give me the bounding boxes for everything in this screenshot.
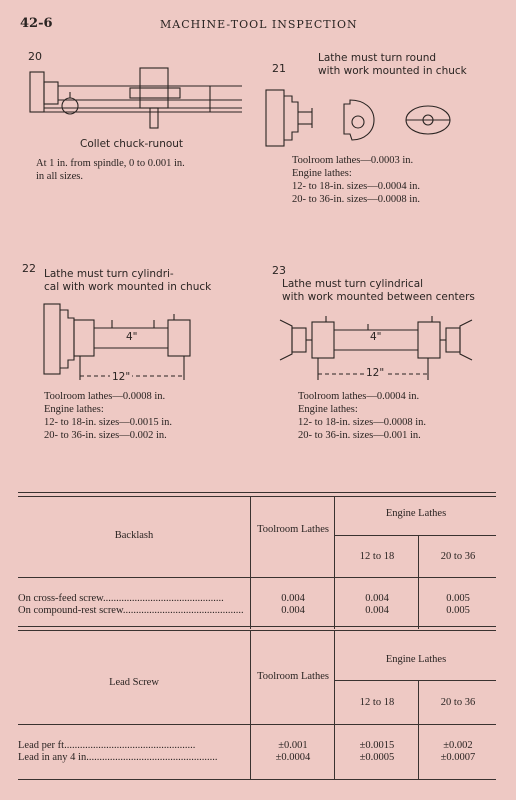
figure-20-text-line: in all sizes. (36, 171, 83, 182)
lead-screw-sub-12-18: 12 to 18 (359, 697, 395, 708)
cell-value: 0.004 (365, 605, 389, 616)
figure-21-text-line: 20- to 36-in. sizes—0.0008 in. (292, 194, 421, 205)
lead-screw-col-toolroom: Toolroom Lathes (257, 671, 329, 682)
figure-23-number: 23 (272, 264, 286, 277)
table-divider (334, 631, 335, 779)
figure-22-dim-small: 4" (126, 331, 138, 343)
table-cell (336, 740, 418, 764)
table-divider (418, 535, 419, 629)
figure-21-caption-line: with work mounted in chuck (318, 65, 467, 77)
cell-value: ±0.002 (443, 740, 473, 751)
figure-22-drawing (44, 300, 254, 390)
table-rule (18, 492, 496, 493)
leader-dots: .................................................. (86, 752, 218, 763)
figure-22-dim-large: 12" (112, 371, 131, 383)
figure-21-text-line: Toolroom lathes—0.0003 in. (292, 155, 414, 166)
backlash-sub-20-36: 20 to 36 (440, 551, 476, 562)
figure-22-text (44, 390, 172, 442)
table-rule (18, 724, 496, 725)
figure-20-caption: Collet chuck-runout (80, 138, 184, 150)
table-row-label (18, 593, 250, 604)
table-row-label (18, 605, 250, 616)
figure-23-dim-large: 12" (366, 367, 385, 379)
table-row-label (18, 740, 250, 751)
row-label-text: On cross-feed screw (18, 593, 104, 604)
cell-value: 0.004 (365, 593, 389, 604)
leader-dots: .............................................. (122, 605, 244, 616)
table-cell (420, 593, 496, 617)
figure-23-caption-line: with work mounted between centers (282, 291, 475, 303)
figure-21-text-line: 12- to 18-in. sizes—0.0004 in. (292, 181, 421, 192)
figure-23-text-line: 12- to 18-in. sizes—0.0008 in. (298, 417, 427, 428)
figure-21-caption (318, 52, 467, 78)
cell-value: 0.005 (446, 593, 470, 604)
figure-20-number: 20 (28, 50, 42, 63)
cell-value: ±0.0007 (440, 752, 476, 763)
figure-21-drawing (266, 82, 486, 152)
figure-22-text-line: 12- to 18-in. sizes—0.0015 in. (44, 417, 173, 428)
cell-value: ±0.001 (278, 740, 308, 751)
figure-21-text-line: Engine lathes: (292, 168, 352, 179)
row-label-text: Lead per ft (18, 740, 65, 751)
table-rule (18, 626, 496, 627)
figure-23-text-line: Engine lathes: (298, 404, 358, 415)
table-divider (250, 497, 251, 629)
cell-value: ±0.0015 (359, 740, 395, 751)
figure-22-text-line: Engine lathes: (44, 404, 104, 415)
figure-22-caption (44, 268, 211, 294)
figure-21-caption-line: Lathe must turn round (318, 52, 437, 64)
cell-value: 0.004 (281, 593, 305, 604)
table-rule (18, 496, 496, 497)
table-cell (252, 593, 334, 617)
table-divider (418, 680, 419, 779)
table-rule (18, 630, 496, 631)
cell-value: ±0.0005 (359, 752, 395, 763)
table-rule (334, 535, 496, 536)
figure-20-drawing (30, 62, 250, 142)
figure-22-text-line: 20- to 36-in. sizes—0.002 in. (44, 430, 167, 441)
figure-21-text (292, 154, 420, 206)
figure-22-number: 22 (22, 262, 36, 275)
figure-23-text (298, 390, 426, 442)
table-rule (334, 680, 496, 681)
table-cell (420, 740, 496, 764)
table-row-label (18, 752, 250, 763)
figure-23-dim-small: 4" (370, 331, 382, 343)
table-cell (252, 740, 334, 764)
figure-22-caption-line: Lathe must turn cylindri- (44, 268, 174, 280)
table-cell (336, 593, 418, 617)
lead-screw-col-engine: Engine Lathes (385, 654, 447, 665)
table-divider (250, 631, 251, 779)
cell-value: 0.005 (446, 605, 470, 616)
cell-value: ±0.0004 (275, 752, 311, 763)
backlash-col-toolroom: Toolroom Lathes (257, 524, 329, 535)
lead-screw-title: Lead Screw (109, 677, 159, 688)
page-number: 42-6 (20, 16, 53, 31)
leader-dots: .............................................. (103, 593, 224, 604)
figure-20-text-line: At 1 in. from spindle, 0 to 0.001 in. (36, 158, 185, 169)
table-divider (334, 497, 335, 629)
lead-screw-sub-20-36: 20 to 36 (440, 697, 476, 708)
figure-23-caption (282, 278, 475, 304)
table-rule (18, 577, 496, 578)
row-label-text: On compound-rest screw (18, 605, 123, 616)
backlash-sub-12-18: 12 to 18 (359, 551, 395, 562)
leader-dots: .................................................. (64, 740, 196, 751)
figure-22-text-line: Toolroom lathes—0.0008 in. (44, 391, 166, 402)
figure-20-text (36, 157, 185, 183)
figure-23-text-line: Toolroom lathes—0.0004 in. (298, 391, 420, 402)
backlash-col-engine: Engine Lathes (385, 508, 447, 519)
figure-21-number: 21 (272, 62, 286, 75)
table-rule (18, 779, 496, 780)
cell-value: 0.004 (281, 605, 305, 616)
figure-22-caption-line: cal with work mounted in chuck (44, 281, 212, 293)
backlash-title: Backlash (114, 530, 154, 541)
running-header: MACHINE-TOOL INSPECTION (160, 18, 358, 31)
figure-23-text-line: 20- to 36-in. sizes—0.001 in. (298, 430, 421, 441)
row-label-text: Lead in any 4 in (18, 752, 87, 763)
figure-23-caption-line: Lathe must turn cylindrical (282, 278, 424, 290)
